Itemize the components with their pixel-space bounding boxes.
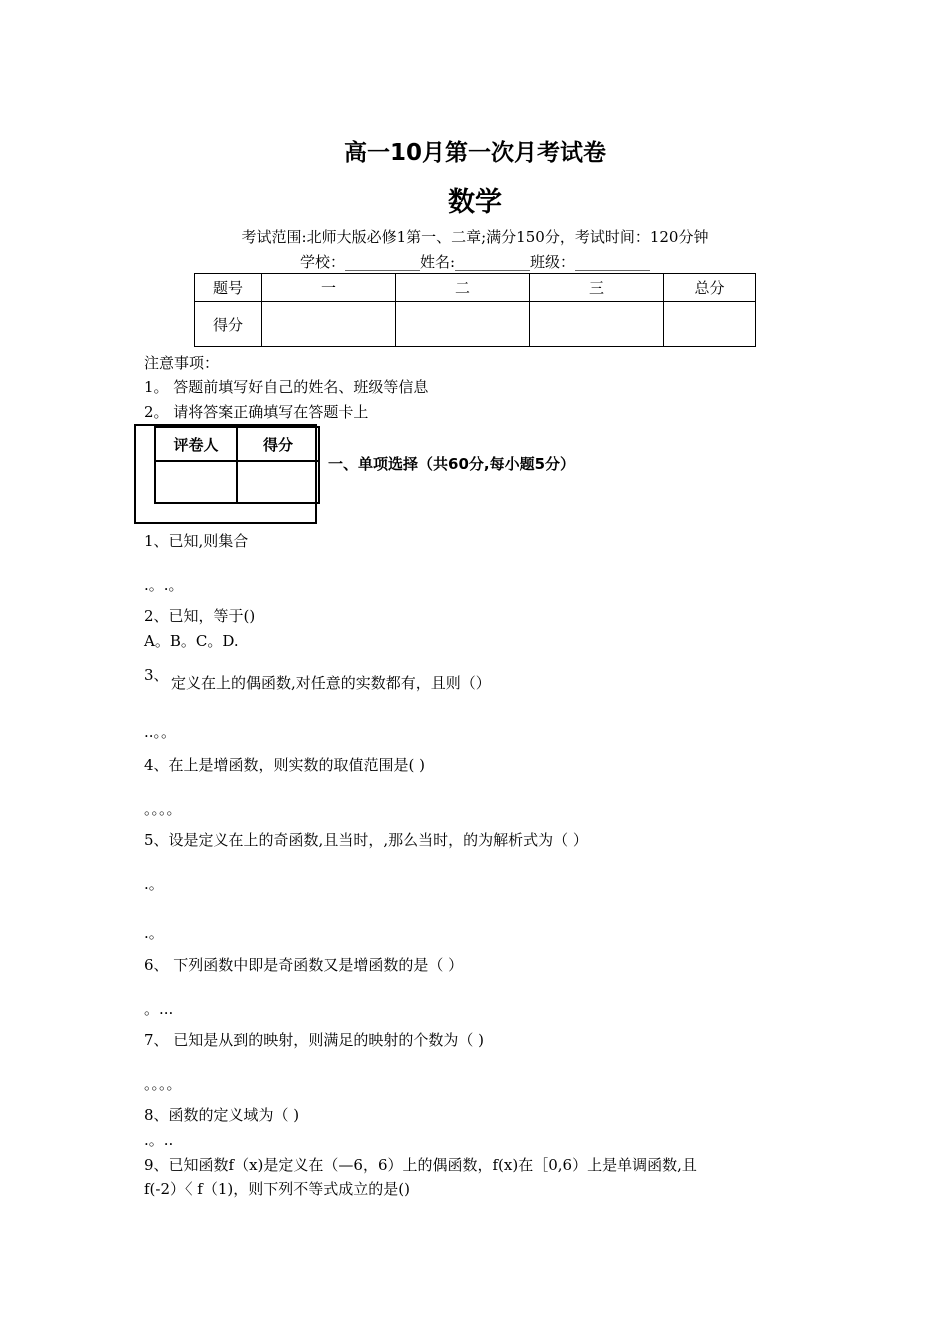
score-cell: 一 bbox=[262, 274, 396, 302]
score-cell: 题号 bbox=[195, 274, 262, 302]
question-1-options: .。.。 bbox=[144, 576, 184, 594]
question-4: 4、在上是增函数，则实数的取值范围是( ) bbox=[144, 756, 426, 774]
question-1: 1、已知,则集合 bbox=[144, 532, 249, 550]
section-heading: 一、单项选择（共60分,每小题5分） bbox=[328, 455, 576, 473]
score-table-score-row bbox=[195, 302, 756, 347]
exam-title: 高一10月第一次月考试卷 bbox=[343, 140, 606, 166]
score-input-cell[interactable] bbox=[396, 302, 530, 347]
score-input-cell[interactable] bbox=[664, 302, 756, 347]
question-8-options: .。.. bbox=[144, 1131, 174, 1149]
grader-table bbox=[154, 426, 320, 504]
question-7: 7、 已知是从到的映射，则满足的映射的个数为（ ) bbox=[144, 1031, 484, 1049]
score-input-cell[interactable] bbox=[530, 302, 664, 347]
exam-info: 考试范围:北师大版必修1第一、二章;满分150分，考试时间：120分钟 bbox=[241, 228, 709, 246]
question-9: 9、已知函数f（x)是定义在（—6，6）上的偶函数，f(x)在［0,6）上是单调函数,且 bbox=[144, 1156, 697, 1174]
grader-input-cell[interactable] bbox=[237, 461, 319, 503]
question-5-options: .。 bbox=[144, 924, 164, 942]
question-2-options: A。B。C。D. bbox=[144, 632, 239, 650]
grader-header: 评卷人 bbox=[155, 427, 237, 461]
question-7-options: 。。。。 bbox=[144, 1075, 182, 1093]
question-3: 定义在上的偶函数,对任意的实数都有，且则（） bbox=[171, 674, 491, 692]
question-6-options: 。... bbox=[144, 1000, 174, 1018]
question-8: 8、函数的定义域为（ ) bbox=[144, 1106, 300, 1124]
question-9-continued: f(-2）〈 f（1)，则下列不等式成立的是() bbox=[144, 1180, 410, 1198]
note-item: 1。 答题前填写好自己的姓名、班级等信息 bbox=[144, 378, 429, 396]
question-4-options: 。。。。 bbox=[144, 800, 182, 818]
note-item: 2。 请将答案正确填写在答题卡上 bbox=[144, 403, 369, 421]
question-3-options: ..。。 bbox=[144, 723, 177, 741]
notes-heading: 注意事项： bbox=[144, 354, 220, 372]
score-cell: 三 bbox=[530, 274, 664, 302]
question-2: 2、已知，等于() bbox=[144, 607, 256, 625]
question-3-number: 3、 bbox=[144, 666, 169, 684]
score-cell: 得分 bbox=[195, 302, 262, 347]
score-cell: 总分 bbox=[664, 274, 756, 302]
score-cell: 二 bbox=[396, 274, 530, 302]
grader-header: 得分 bbox=[237, 427, 319, 461]
score-table bbox=[194, 273, 756, 347]
question-6: 6、 下列函数中即是奇函数又是增函数的是（ ） bbox=[144, 956, 464, 974]
exam-subject: 数学 bbox=[448, 187, 502, 218]
question-5-options: .。 bbox=[144, 875, 164, 893]
grader-input-cell[interactable] bbox=[155, 461, 237, 503]
student-info-line: 学校：__________姓名:__________班级：__________ bbox=[299, 253, 651, 271]
score-input-cell[interactable] bbox=[262, 302, 396, 347]
score-table-header-row bbox=[195, 274, 756, 302]
question-5: 5、设是定义在上的奇函数,且当时，,那么当时，的为解析式为（ ） bbox=[144, 831, 588, 849]
